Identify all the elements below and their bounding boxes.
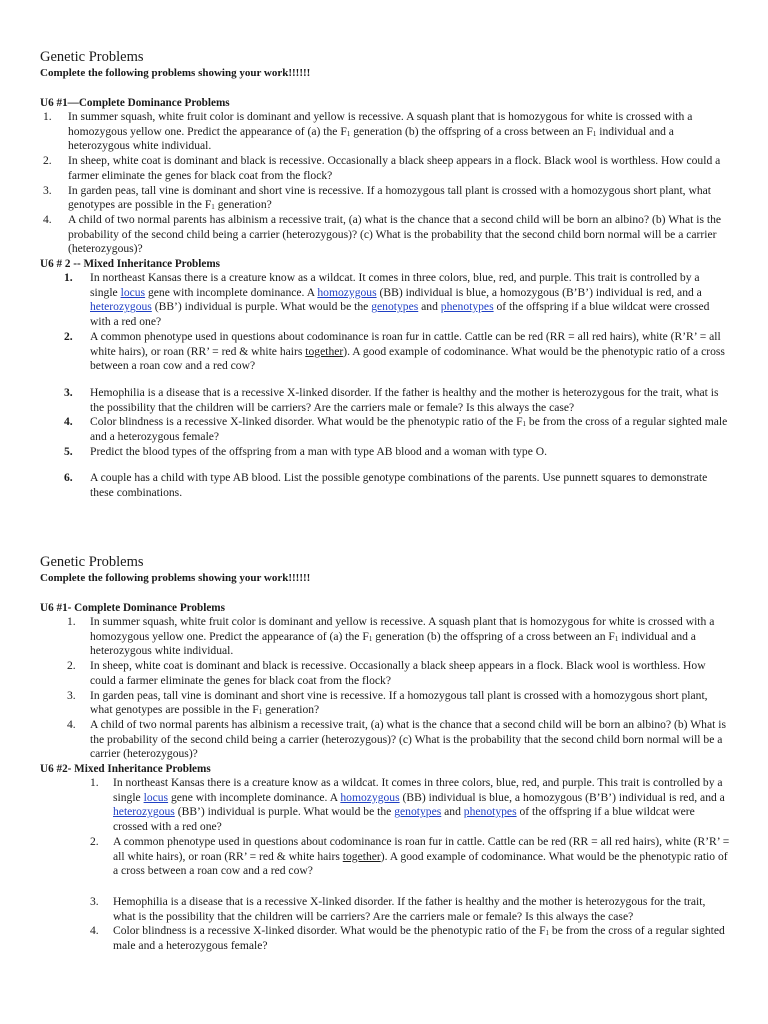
problem-2: 2. In sheep, white coat is dominant and black is recessive. Occasionally a black sheep appears in a flock. Black wool is worthless. How could a farmer eliminate the genes for black coat from the flock?	[67, 659, 706, 687]
section-heading-complete-dominance: U6 #1- Complete Dominance Problems	[40, 602, 225, 614]
homozygous-link[interactable]: homozygous	[340, 790, 400, 804]
locus-link[interactable]: locus	[143, 790, 169, 804]
problem-2: 2. A common phenotype used in questions about codominance is roan fur in cattle. Cattle can be red (RR = all red hairs), white (R’R’ = all white hairs), or roan (RR’ = red & white hairs together). A good example of codominance. What would be the phenotypic ratio of a cross between a roan cow and a red cow?	[64, 329, 725, 373]
worksheet-bottom	[40, 553, 730, 954]
problem-3: 3. Hemophilia is a disease that is a recessive X-linked disorder. If the father is healthy and the mother is heterozygous for the trait, what is the possibility that the children will be carriers? Are the carriers male or female? Is this always the case?	[90, 894, 706, 923]
worksheet-top	[40, 48, 730, 501]
locus-link[interactable]: locus	[120, 285, 146, 299]
problem-5: 5. Predict the blood types of the offspring from a man with type AB blood and a woman with type O.	[64, 444, 548, 458]
section-heading-mixed-inheritance: U6 # 2 -- Mixed Inheritance Problems	[40, 258, 221, 271]
problem-1: 1. In summer squash, white fruit color is dominant and yellow is recessive. A squash plant that is homozygous for white is crossed with a homozygous yellow one. Predict the appearance of (a) the $F_1$ generation (b) the offspring of a cross between an $F_1$ individual and a heterozygous white individual.	[43, 110, 693, 153]
page-title: Genetic Problems	[40, 554, 144, 570]
problem-6: 6. A couple has a child with type AB blood. List the possible genotype combinations of the parents. Use punnett squares to demonstrate these combinations.	[64, 471, 708, 500]
heterozygous-link[interactable]: heterozygous	[90, 300, 152, 314]
genotypes-link[interactable]: genotypes	[371, 300, 419, 314]
heterozygous-link[interactable]: heterozygous	[113, 805, 175, 819]
instructions: Complete the following problems showing your work!!!!!!	[40, 67, 311, 79]
problem-2: 2. In sheep, white coat is dominant and black is recessive. Occasionally a black sheep appears in a flock. Black wool is worthless. How could a farmer eliminate the genes for black coat from the flock?	[43, 154, 721, 182]
page-title: Genetic Problems	[40, 49, 144, 65]
problem-3: 3. In garden peas, tall vine is dominant and short vine is recessive. If a homozygous tall plant is crossed with a homozygous short plant, what genotypes are possible in the $F_1$ generation?	[43, 183, 711, 212]
section-heading-complete-dominance: U6 #1—Complete Dominance Problems	[40, 97, 230, 109]
problem-4: 4. Color blindness is a recessive X-linked disorder. What would be the phenotypic ratio of the $F_1$ be from the cross of a regular sighted male and a heterozygous female?	[90, 924, 725, 953]
homozygous-link[interactable]: homozygous	[317, 285, 377, 299]
problem-3: 3. In garden peas, tall vine is dominant and short vine is recessive. If a homozygous tall plant is crossed with a homozygous short plant, what genotypes are possible in the $F_1$ generation?	[67, 688, 708, 717]
problem-2: 2. A common phenotype used in questions about codominance is roan fur in cattle. Cattle can be red (RR = all red hairs), white (R’R’ = all white hairs), or roan (RR’ = red & white hairs together). A good example of codominance. What would be the phenotypic ratio of a cross between a roan cow and a red cow?	[90, 834, 730, 878]
genotypes-link[interactable]: genotypes	[394, 805, 442, 819]
instructions: Complete the following problems showing your work!!!!!!	[40, 572, 311, 584]
problem-4: 4. A child of two normal parents has albinism a recessive trait, (a) what is the chance that a second child will be born an albino? (b) What is the probability of the second child being a carrier (heterozygous)? (c) What is the probability that the second child born normal will be a carrier (heterozygous)?	[67, 717, 726, 761]
problem-4: 4. Color blindness is a recessive X-linked disorder. What would be the phenotypic ratio of the $F_1$ be from the cross of a regular sighted male and a heterozygous female?	[64, 415, 728, 444]
phenotypes-link[interactable]: phenotypes	[463, 805, 517, 819]
problem-3: 3. Hemophilia is a disease that is a recessive X-linked disorder. If the father is healthy and the mother is heterozygous for the trait, what is the possibility that the children will be carriers? Are the carriers male or female? Is this always the case?	[64, 385, 719, 414]
problem-1: 1. In northeast Kansas there is a creature know as a wildcat. It comes in three colors, blue, red, and purple. This trait is controlled by a single locus gene with incomplete dominance. A homozygous (BB) individual is blue, a homozygous (B’B’) individual is red, and a heterozygous (BB’) individual is purple. What would be the genotypes and phenotypes of the offspring if a blue wildcat were crossed with a red one?	[64, 271, 710, 329]
section-heading-mixed-inheritance: U6 #2- Mixed Inheritance Problems	[40, 763, 211, 776]
problem-1: 1. In summer squash, white fruit color is dominant and yellow is recessive. A squash plant that is homozygous for white is crossed with a homozygous yellow one. Predict the appearance of (a) the $F_1$ generation (b) the offspring of a cross between an $F_1$ individual and a heterozygous white individual.	[67, 615, 715, 658]
problem-1: 1. In northeast Kansas there is a creature know as a wildcat. It comes in three colors, blue, red, and purple. This trait is controlled by a single locus gene with incomplete dominance. A homozygous (BB) individual is blue, a homozygous (B’B’) individual is red, and a heterozygous (BB’) individual is purple. What would be the genotypes and phenotypes of the offspring if a blue wildcat were crossed with a red one?	[90, 776, 725, 834]
phenotypes-link[interactable]: phenotypes	[440, 300, 494, 314]
problem-4: 4. A child of two normal parents has albinism a recessive trait, (a) what is the chance that a second child will be born an albino? (b) What is the probability of the second child being a carrier (heterozygous)? (c) What is the probability that the second child born normal will be a carrier (heterozygous)?	[43, 212, 722, 256]
